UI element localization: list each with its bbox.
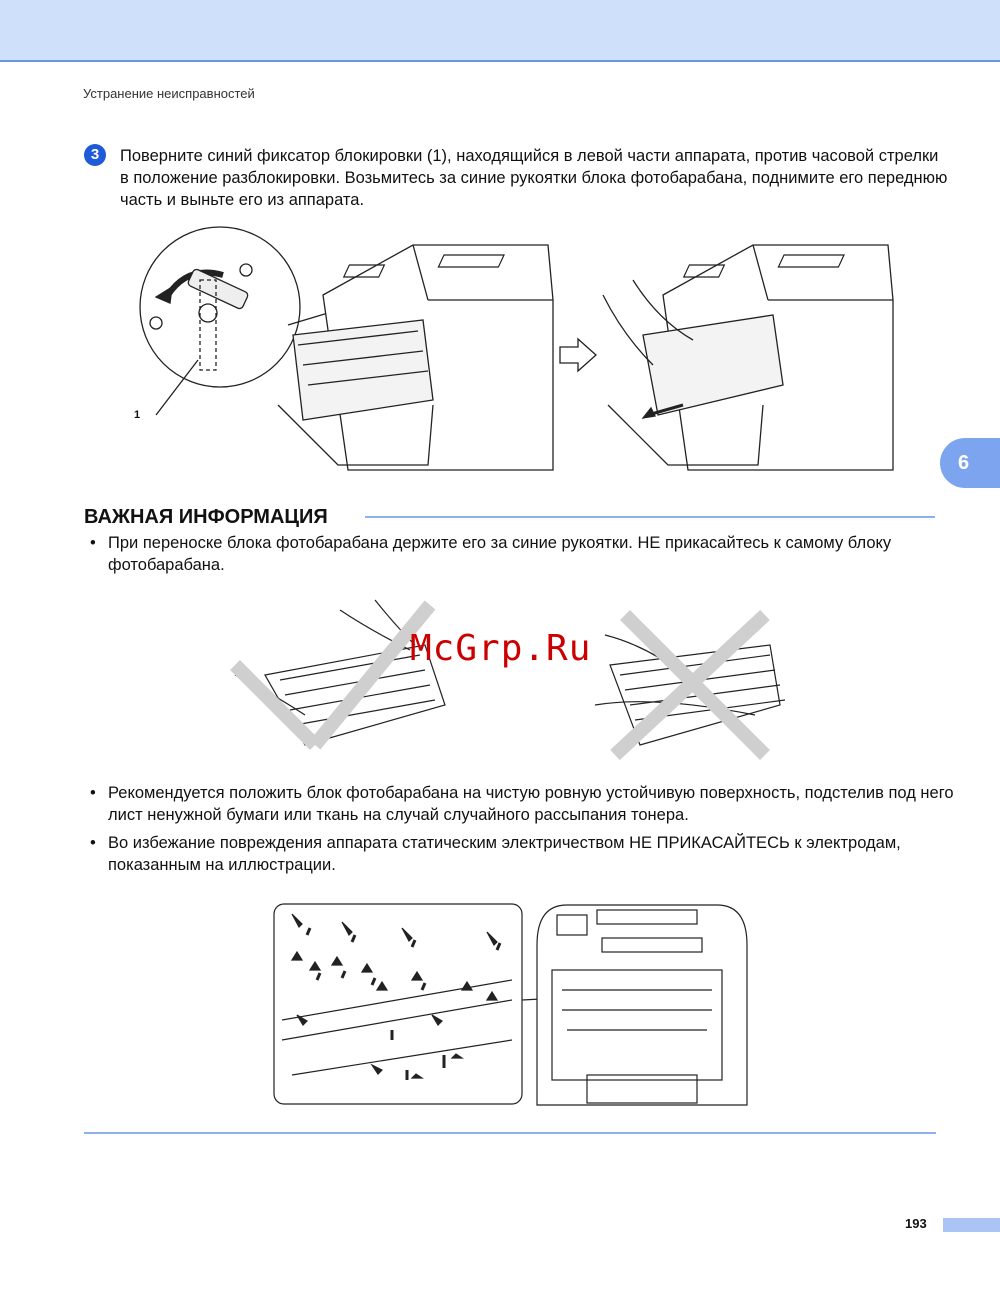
electrode-zoom-panel — [274, 904, 522, 1104]
running-title: Устранение неисправностей — [83, 86, 255, 101]
important-title: ВАЖНАЯ ИНФОРМАЦИЯ — [84, 506, 328, 528]
printer-right — [603, 245, 893, 470]
step-number-badge: 3 — [84, 144, 106, 166]
top-band — [0, 0, 1000, 60]
watermark: McGrp.Ru — [410, 628, 592, 669]
printer-front-view — [537, 905, 747, 1105]
page-tab — [943, 1218, 1000, 1232]
chapter-tab: 6 — [940, 438, 1000, 488]
arrow-right-icon — [560, 339, 596, 371]
drum-handling-illustration — [225, 595, 785, 765]
pull-arrow-icon — [643, 408, 655, 418]
callout-label: 1 — [134, 409, 141, 421]
bottom-rule — [84, 1132, 936, 1134]
step-instruction: Поверните синий фиксатор блокировки (1), находящийся в левой части аппарата, против часовой стрелки в положение разблокировки. Возьмитесь за синие рукоятки блока фотобарабана, поднимите его переднюю часть и выньте его из аппарата. — [120, 147, 948, 209]
important-bullet-2: • Рекомендуется положить блок фотобарабана на чистую ровную устойчивую поверхность, подстелив под него лист ненужной бумаги или ткань на случай случайного рассыпания тонера. — [90, 782, 958, 826]
drum-removal-illustration — [128, 225, 898, 480]
important-rule — [365, 516, 935, 518]
printer-left — [278, 245, 553, 470]
top-rule — [0, 60, 1000, 62]
important-bullet-3: • Во избежание повреждения аппарата статическим электричеством НЕ ПРИКАСАЙТЕСЬ к электродам, показанным на иллюстрации. — [90, 832, 958, 876]
electrodes-illustration — [272, 900, 750, 1108]
page-number: 193 — [905, 1216, 927, 1231]
important-bullet-1: • При переноске блока фотобарабана держите его за синие рукоятки. НЕ прикасайтесь к самому блоку фотобарабана. — [90, 532, 958, 576]
